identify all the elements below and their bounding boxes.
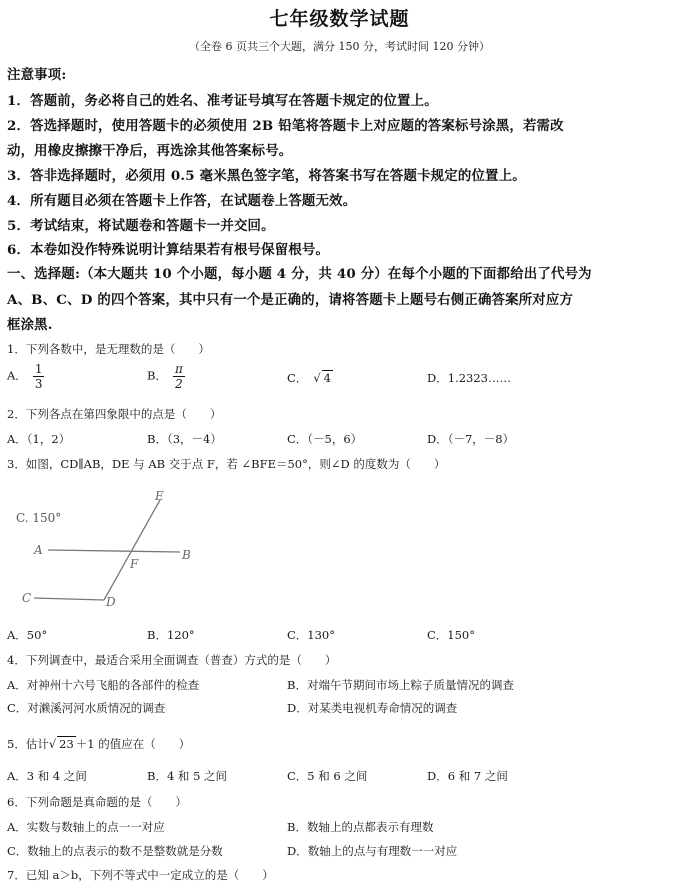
section-heading: 一、选择题:（本大题共 10 个小题，每小题 4 分，共 40 分）在每个小题的下面都给出了代号为 xyxy=(7,266,592,282)
q3-option-d: C．150° xyxy=(427,628,475,642)
option-label: B． xyxy=(147,368,167,383)
q1-option-d: D．1.2323…… xyxy=(427,371,511,385)
note-line: 4．所有题目必须在答题卡上作答，在试题卷上答题无效。 xyxy=(7,193,357,209)
radical-sign: √ xyxy=(313,371,321,385)
radical-sign: √ xyxy=(48,737,57,751)
q6-option-d: D．数轴上的点与有理数一一对应 xyxy=(287,844,458,858)
question-5-stem xyxy=(7,736,190,752)
notes-heading: 注意事项: xyxy=(7,67,67,83)
line-cd xyxy=(34,598,104,600)
exam-info: （全卷 6 页共三个大题，满分 150 分，考试时间 120 分钟） xyxy=(189,40,490,53)
option-label: A． xyxy=(7,368,27,383)
point-b-label: B xyxy=(182,548,191,562)
page-title: 七年级数学试题 xyxy=(269,8,410,30)
point-e-label: E xyxy=(155,489,164,503)
stem-text: 5．估计 xyxy=(7,737,49,751)
q4-option-b: B．对端午节期间市场上粽子质量情况的调查 xyxy=(287,678,514,692)
q5-option-c: C．5 和 6 之间 xyxy=(287,769,368,783)
point-d-label: D xyxy=(106,595,116,609)
note-line: 5．考试结束，将试题卷和答题卡一并交回。 xyxy=(7,218,275,234)
q6-option-b: B．数轴上的点都表示有理数 xyxy=(287,820,434,834)
note-line: 动，用橡皮擦擦干净后，再选涂其他答案标号。 xyxy=(7,143,293,159)
q1-option-b xyxy=(147,362,185,391)
q2-option-d: D．（－7，－8） xyxy=(427,432,515,446)
q2-option-a: A．（1，2） xyxy=(7,432,71,446)
question-7-stem: 7．已知 a＞b，下列不等式中一定成立的是（ ） xyxy=(7,868,274,882)
section-text: A、B、C、D 的四个答案，其中只有一个是正确的，请将答题卡上题号右侧正确答案所对应方 xyxy=(7,292,574,308)
note-line: 2．答选择题时，使用答题卡的必须使用 2B 铅笔将答题卡上对应题的答案标号涂黑，若需改 xyxy=(7,118,564,134)
q2-option-b: B．（3，－4） xyxy=(147,432,222,446)
q5-option-b: B．4 和 5 之间 xyxy=(147,769,228,783)
fraction xyxy=(173,362,185,391)
q4-option-c: C．对濑溪河河水质情况的调查 xyxy=(7,701,166,715)
q3-option-c: C．130° xyxy=(287,628,335,642)
q1-option-a xyxy=(7,362,44,391)
section-text: 框涂黑. xyxy=(7,317,53,333)
numerator: 1 xyxy=(34,362,43,376)
question-6-stem: 6．下列命题是真命题的是（ ） xyxy=(7,795,187,809)
note-line: 3．答非选择题时，必须用 0.5 毫米黑色签字笔，将答案书写在答题卡规定的位置上。 xyxy=(7,168,526,184)
q6-option-a: A．实数与数轴上的点一一对应 xyxy=(7,820,165,834)
point-a-label: A xyxy=(34,543,43,557)
q1-option-c xyxy=(287,370,333,386)
q3-option-b: B．120° xyxy=(147,628,195,642)
stem-text: ＋1 的值应在（ ） xyxy=(75,737,191,751)
figure-stray-label: C. 150° xyxy=(16,511,62,525)
radicand: 4 xyxy=(323,371,331,385)
q6-option-c: C．数轴上的点表示的数不是整数就是分数 xyxy=(7,844,223,858)
numerator: π xyxy=(174,362,183,376)
q4-option-d: D．对某类电视机寿命情况的调查 xyxy=(287,701,458,715)
question-4-stem: 4．下列调查中，最适合采用全面调查（普查）方式的是（ ） xyxy=(7,653,337,667)
denominator: 2 xyxy=(175,377,183,391)
line-ab xyxy=(48,550,180,552)
q2-option-c: C．（－5，6） xyxy=(287,432,363,446)
note-line: 6．本卷如没作特殊说明计算结果若有根号保留根号。 xyxy=(7,242,330,258)
point-f-label: F xyxy=(130,557,139,571)
question-1-stem: 1．下列各数中，是无理数的是（ ） xyxy=(7,342,210,356)
q3-option-a: A．50° xyxy=(7,628,48,642)
option-label: C． xyxy=(287,371,308,385)
point-c-label: C xyxy=(22,591,32,605)
question-3-stem: 3．如图，CD∥AB，DE 与 AB 交于点 F，若 ∠BFE＝50°，则∠D 的度数为（ ） xyxy=(7,457,446,471)
q5-option-d: D．6 和 7 之间 xyxy=(427,769,508,783)
denominator: 3 xyxy=(34,377,43,391)
fraction xyxy=(33,362,45,391)
geometry-figure xyxy=(10,488,200,613)
q5-option-a: A．3 和 4 之间 xyxy=(7,769,87,783)
radicand: 23 xyxy=(59,737,74,751)
question-2-stem: 2．下列各点在第四象限中的点是（ ） xyxy=(7,407,222,421)
note-line: 1．答题前，务必将自己的姓名、准考证号填写在答题卡规定的位置上。 xyxy=(7,93,438,109)
line-de xyxy=(104,500,160,600)
q4-option-a: A．对神州十六号飞船的各部件的检查 xyxy=(7,678,200,692)
